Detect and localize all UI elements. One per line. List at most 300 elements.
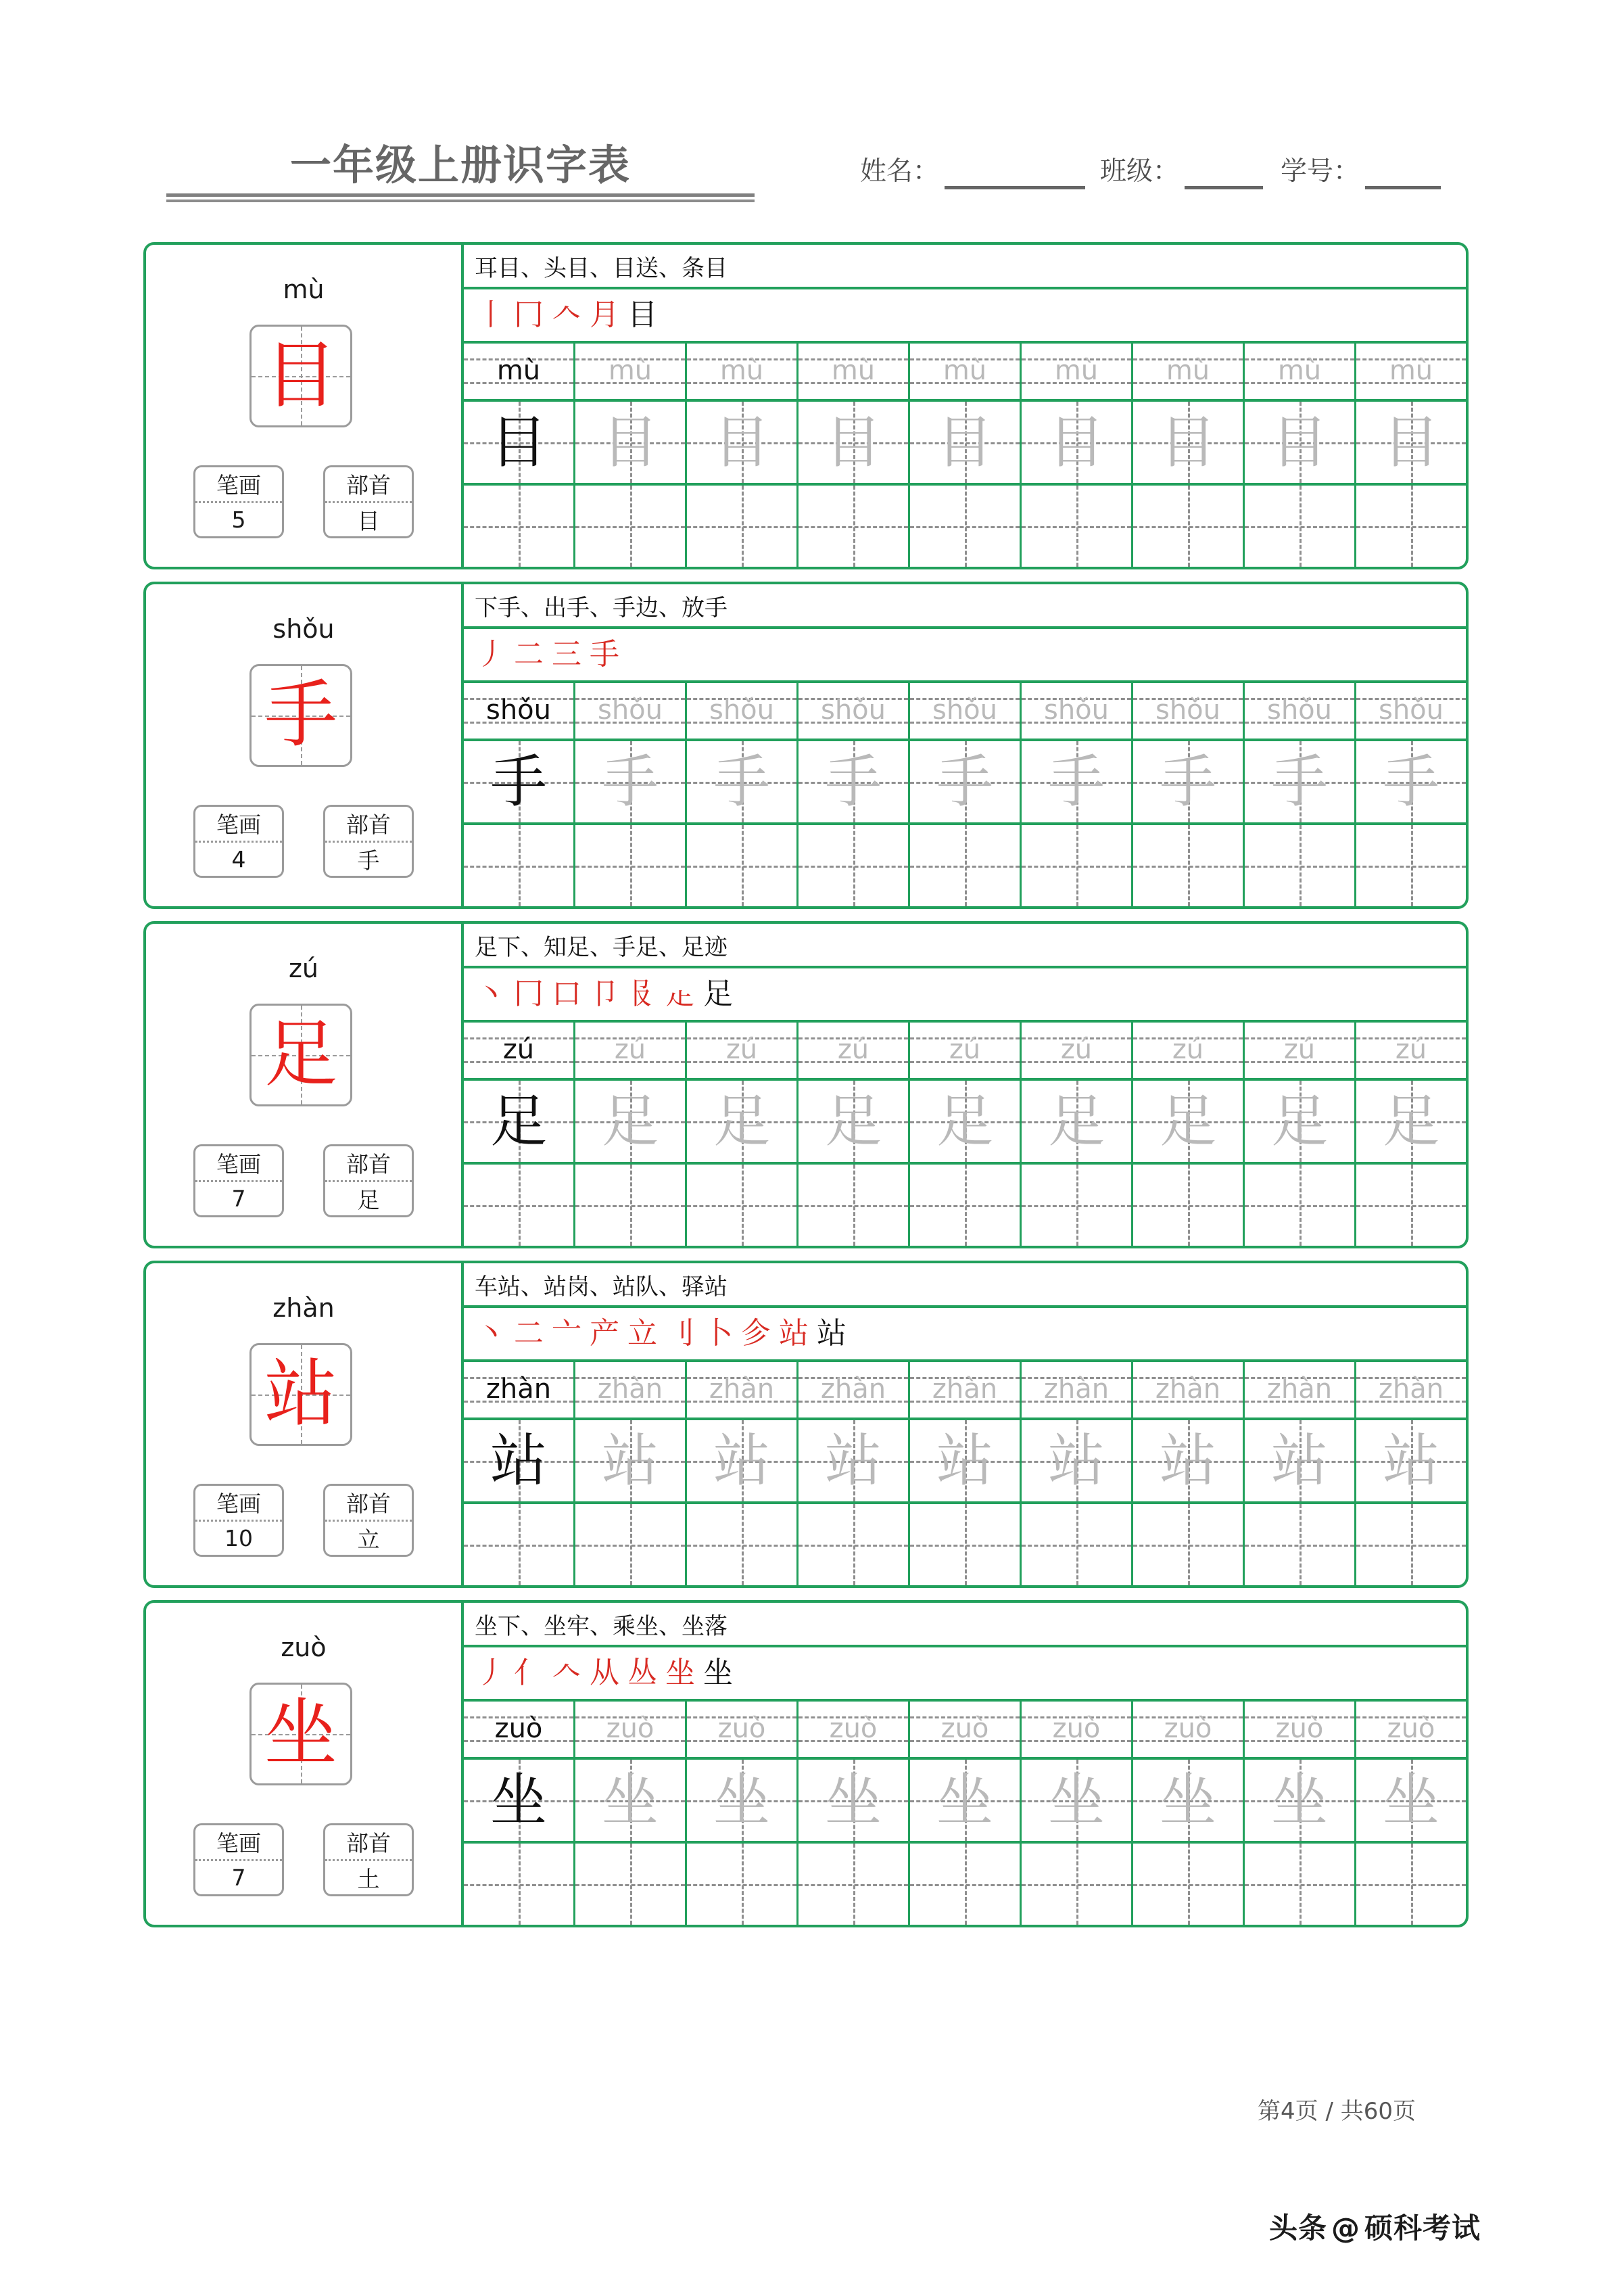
blank-character-cell[interactable] — [1356, 825, 1466, 906]
blank-character-cell[interactable] — [464, 1504, 575, 1585]
character-trace-text: 目 — [713, 409, 770, 475]
pinyin-cell[interactable] — [910, 344, 1022, 399]
character-cell[interactable] — [1133, 402, 1245, 483]
character-cell[interactable] — [464, 1760, 575, 1841]
pinyin-trace-text: zhàn — [932, 1374, 998, 1405]
radical-value: 目 — [357, 507, 380, 534]
character-attribute-chips — [146, 1823, 461, 1896]
pinyin-trace-text: zú — [949, 1034, 981, 1065]
blank-character-cell[interactable] — [910, 1165, 1022, 1246]
character-model-text: 足 — [490, 1088, 547, 1154]
character-trace-text: 目 — [1047, 409, 1105, 475]
pinyin-cell[interactable] — [1356, 683, 1466, 739]
character-trace-text: 足 — [1047, 1088, 1105, 1154]
pinyin-model-text: zuò — [494, 1713, 543, 1744]
pinyin-cell[interactable] — [1022, 1023, 1133, 1078]
pinyin-cell[interactable] — [1133, 344, 1245, 399]
pinyin-trace-text: zhàn — [709, 1374, 775, 1405]
blank-practice-row — [464, 825, 1466, 906]
pinyin-cell[interactable] — [1356, 1023, 1466, 1078]
character-model-text: 坐 — [490, 1767, 547, 1833]
character-cell[interactable] — [464, 402, 575, 483]
stroke-step: 三 — [552, 637, 581, 672]
stroke-step: 从 — [590, 1656, 619, 1690]
page-title: 一年级上册识字表 — [289, 142, 631, 188]
character-card — [143, 921, 1469, 1248]
pinyin-cell[interactable] — [687, 344, 798, 399]
tianzige-guide-cross — [910, 486, 1020, 567]
character-cell[interactable] — [575, 741, 687, 822]
class-blank-line[interactable] — [1185, 155, 1263, 189]
blank-character-cell[interactable] — [464, 1165, 575, 1246]
practice-panel — [461, 1603, 1466, 1925]
pinyin-trace-text: zú — [1060, 1034, 1093, 1065]
radical-label: 部首 — [325, 1825, 412, 1861]
blank-character-cell[interactable] — [575, 825, 687, 906]
pinyin-cell[interactable] — [1356, 344, 1466, 399]
character-trace-text: 坐 — [1382, 1767, 1439, 1833]
pinyin-cell[interactable] — [464, 344, 575, 399]
character-trace-text: 手 — [936, 749, 993, 815]
strokes-value: 7 — [231, 1864, 246, 1891]
pinyin-trace-text: zhàn — [1378, 1374, 1444, 1405]
stroke-step: 𠆢 — [552, 1656, 581, 1690]
character-info-panel — [146, 924, 461, 1246]
pinyin-trace-text: mù — [943, 355, 987, 386]
character-trace-text: 目 — [601, 409, 659, 475]
pinyin-trace-text: zú — [1283, 1034, 1316, 1065]
tianzige-guide-cross — [1245, 825, 1354, 906]
pinyin-cell[interactable] — [464, 1362, 575, 1418]
pinyin-trace-text: zhàn — [820, 1374, 886, 1405]
radical-value: 足 — [357, 1186, 380, 1213]
radical-label: 部首 — [325, 1486, 412, 1522]
pinyin-trace-text: zuò — [940, 1713, 989, 1744]
tianzige-guide-cross — [1022, 486, 1131, 567]
pinyin-trace-text: shǒu — [1378, 695, 1444, 726]
blank-character-cell[interactable] — [1245, 486, 1356, 567]
character-cell[interactable] — [1133, 1081, 1245, 1162]
blank-character-cell[interactable] — [1245, 1504, 1356, 1585]
stroke-step: 卩 — [590, 977, 619, 1011]
pinyin-cell[interactable] — [464, 683, 575, 739]
radical-chip — [323, 1144, 414, 1217]
pinyin-cell[interactable] — [1133, 1702, 1245, 1757]
pinyin-trace-text: zuò — [1052, 1713, 1101, 1744]
stroke-step: 亠 — [552, 1316, 581, 1351]
pinyin-model-text: zhàn — [485, 1374, 552, 1405]
pinyin-cell[interactable] — [910, 1023, 1022, 1078]
character-cell[interactable] — [1245, 1081, 1356, 1162]
character-cell[interactable] — [798, 1081, 910, 1162]
pinyin-cell[interactable] — [687, 1702, 798, 1757]
model-character-box — [249, 1683, 352, 1785]
pinyin-cell[interactable] — [1245, 1023, 1356, 1078]
card-pinyin: zuò — [281, 1633, 327, 1662]
character-attribute-chips — [146, 1144, 461, 1217]
stroke-order-row — [464, 1308, 1466, 1362]
stroke-step: 卜 — [703, 1316, 733, 1351]
model-character-box — [249, 664, 352, 767]
word-examples-row: 耳目、头目、目送、条目 — [464, 245, 1466, 289]
tianzige-guide-cross — [464, 1504, 573, 1585]
character-attribute-chips — [146, 805, 461, 878]
model-character: 坐 — [264, 1691, 337, 1776]
pinyin-cell[interactable] — [1245, 683, 1356, 739]
pinyin-cell[interactable] — [1133, 683, 1245, 739]
stroke-step: 刂 — [665, 1316, 695, 1351]
pinyin-trace-text: zhàn — [1043, 1374, 1110, 1405]
pinyin-cell[interactable] — [464, 1702, 575, 1757]
student-no-blank-line[interactable] — [1365, 155, 1441, 189]
character-cell[interactable] — [687, 402, 798, 483]
model-character: 手 — [264, 673, 337, 757]
blank-character-cell[interactable] — [798, 1165, 910, 1246]
character-trace-text: 足 — [936, 1088, 993, 1154]
pinyin-cell[interactable] — [575, 344, 687, 399]
stroke-step: 𠆢 — [552, 298, 581, 332]
character-cell[interactable] — [1245, 741, 1356, 822]
blank-character-cell[interactable] — [1356, 1844, 1466, 1925]
character-cell[interactable] — [575, 1760, 687, 1841]
tianzige-guide-cross — [1133, 1504, 1243, 1585]
radical-chip — [323, 1484, 414, 1557]
pinyin-trace-text: zhàn — [1266, 1374, 1333, 1405]
stroke-order-row — [464, 629, 1466, 683]
character-info-panel — [146, 1603, 461, 1925]
tianzige-guide-cross — [464, 1844, 573, 1925]
character-cell[interactable] — [1133, 1760, 1245, 1841]
character-cell[interactable] — [1022, 1420, 1133, 1501]
pinyin-trace-text: mù — [719, 355, 764, 386]
tianzige-guide-cross — [575, 1844, 685, 1925]
character-cell[interactable] — [1022, 741, 1133, 822]
blank-character-cell[interactable] — [575, 1844, 687, 1925]
stroke-step: 站 — [779, 1316, 809, 1351]
pinyin-trace-text: zuò — [1275, 1713, 1324, 1744]
blank-character-cell[interactable] — [910, 825, 1022, 906]
card-pinyin: zú — [288, 954, 319, 983]
stroke-step: 亻 — [514, 1656, 544, 1690]
blank-character-cell[interactable] — [910, 1844, 1022, 1925]
blank-character-cell[interactable] — [687, 486, 798, 567]
stroke-step: 冂 — [514, 298, 544, 332]
character-cell[interactable] — [798, 1420, 910, 1501]
character-cell[interactable] — [910, 1420, 1022, 1501]
pinyin-cell[interactable] — [1245, 1362, 1356, 1418]
blank-character-cell[interactable] — [687, 1165, 798, 1246]
pinyin-cell[interactable] — [687, 683, 798, 739]
name-label: 姓名： — [860, 157, 940, 186]
character-cell[interactable] — [1022, 1081, 1133, 1162]
blank-character-cell[interactable] — [798, 1504, 910, 1585]
blank-character-cell[interactable] — [464, 1844, 575, 1925]
blank-character-cell[interactable] — [1022, 486, 1133, 567]
tianzige-guide-cross — [798, 1844, 908, 1925]
character-practice-row — [464, 1081, 1466, 1165]
radical-label: 部首 — [325, 807, 412, 843]
character-trace-text: 坐 — [1047, 1767, 1105, 1833]
blank-character-cell[interactable] — [1133, 486, 1245, 567]
radical-chip — [323, 1823, 414, 1896]
radical-chip — [323, 805, 414, 878]
blank-character-cell[interactable] — [1356, 1504, 1466, 1585]
pinyin-cell[interactable] — [798, 344, 910, 399]
tianzige-guide-cross — [1245, 1844, 1354, 1925]
blank-character-cell[interactable] — [575, 486, 687, 567]
blank-character-cell[interactable] — [1133, 1504, 1245, 1585]
blank-character-cell[interactable] — [687, 825, 798, 906]
blank-character-cell[interactable] — [1022, 825, 1133, 906]
pinyin-cell[interactable] — [1022, 1702, 1133, 1757]
blank-character-cell[interactable] — [1022, 1504, 1133, 1585]
pinyin-cell[interactable] — [1022, 344, 1133, 399]
character-cell[interactable] — [910, 741, 1022, 822]
strokes-value: 5 — [231, 506, 246, 533]
character-trace-text: 站 — [824, 1428, 882, 1494]
stroke-step: 𠬝 — [627, 977, 657, 1011]
character-cell[interactable] — [910, 402, 1022, 483]
blank-character-cell[interactable] — [910, 486, 1022, 567]
pinyin-cell[interactable] — [910, 683, 1022, 739]
tianzige-guide-cross — [1133, 486, 1243, 567]
pinyin-trace-text: zú — [1395, 1034, 1427, 1065]
tianzige-guide-cross — [1356, 486, 1466, 567]
word-examples-row: 坐下、坐牢、乘坐、坐落 — [464, 1603, 1466, 1647]
strokes-value: 10 — [224, 1524, 253, 1551]
pinyin-cell[interactable] — [575, 1023, 687, 1078]
tianzige-guide-cross — [1022, 1844, 1131, 1925]
character-cell[interactable] — [1245, 402, 1356, 483]
character-trace-text: 站 — [601, 1428, 659, 1494]
blank-character-cell[interactable] — [687, 1504, 798, 1585]
character-cell[interactable] — [798, 402, 910, 483]
stroke-step: 足 — [703, 977, 733, 1011]
blank-character-cell[interactable] — [1245, 825, 1356, 906]
character-cell[interactable] — [1245, 1420, 1356, 1501]
stroke-step: 龰 — [665, 977, 695, 1011]
character-card — [143, 582, 1469, 909]
character-cell[interactable] — [798, 1760, 910, 1841]
character-cell[interactable] — [575, 1420, 687, 1501]
tianzige-guide-cross — [1022, 1504, 1131, 1585]
pinyin-model-text: mù — [496, 355, 541, 386]
model-character: 足 — [264, 1012, 337, 1097]
pinyin-cell[interactable] — [1245, 344, 1356, 399]
practice-panel — [461, 245, 1466, 567]
character-trace-text: 手 — [1382, 749, 1439, 815]
blank-character-cell[interactable] — [1022, 1165, 1133, 1246]
word-examples-row: 车站、站岗、站队、驿站 — [464, 1263, 1466, 1308]
blank-character-cell[interactable] — [910, 1504, 1022, 1585]
tianzige-guide-cross — [575, 1165, 685, 1246]
pinyin-cell[interactable] — [798, 1362, 910, 1418]
character-cell[interactable] — [575, 1081, 687, 1162]
pinyin-cell[interactable] — [575, 1702, 687, 1757]
character-model-text: 手 — [490, 749, 547, 815]
word-examples-row: 足下、知足、手足、足迹 — [464, 924, 1466, 968]
character-cell[interactable] — [464, 1420, 575, 1501]
stroke-step: 丛 — [627, 1656, 657, 1690]
tianzige-guide-cross — [910, 1165, 1020, 1246]
character-cell[interactable] — [1356, 1760, 1466, 1841]
tianzige-guide-cross — [1133, 1165, 1243, 1246]
tianzige-guide-cross — [798, 486, 908, 567]
character-cell[interactable] — [1133, 741, 1245, 822]
page-header — [0, 139, 1597, 214]
character-cell[interactable] — [1022, 402, 1133, 483]
character-cell[interactable] — [798, 741, 910, 822]
pinyin-cell[interactable] — [910, 1702, 1022, 1757]
blank-character-cell[interactable] — [464, 486, 575, 567]
watermark-prefix: 头条 — [1268, 2211, 1327, 2245]
radical-value: 土 — [357, 1865, 380, 1892]
pinyin-practice-row — [464, 1702, 1466, 1760]
tianzige-guide-cross — [1245, 1165, 1354, 1246]
character-trace-text: 站 — [936, 1428, 993, 1494]
strokes-label: 笔画 — [195, 1146, 282, 1182]
stroke-step: 丿 — [476, 1656, 506, 1690]
pinyin-cell[interactable] — [575, 1362, 687, 1418]
stroke-count-chip — [193, 1144, 284, 1217]
pinyin-trace-text: zuò — [1387, 1713, 1435, 1744]
character-cell[interactable] — [687, 1760, 798, 1841]
character-cell[interactable] — [1356, 741, 1466, 822]
blank-character-cell[interactable] — [1133, 825, 1245, 906]
character-cell[interactable] — [1245, 1760, 1356, 1841]
pinyin-cell[interactable] — [687, 1023, 798, 1078]
stroke-step: 㐱 — [741, 1316, 771, 1351]
pinyin-practice-row — [464, 1023, 1466, 1081]
blank-character-cell[interactable] — [1356, 1165, 1466, 1246]
blank-practice-row — [464, 1844, 1466, 1925]
pinyin-cell[interactable] — [1133, 1362, 1245, 1418]
stroke-order-row — [464, 1647, 1466, 1702]
character-cell[interactable] — [687, 741, 798, 822]
model-character-box — [249, 1004, 352, 1106]
character-cell[interactable] — [464, 741, 575, 822]
character-cell[interactable] — [575, 402, 687, 483]
stroke-step: 立 — [627, 1316, 657, 1351]
pinyin-trace-text: shǒu — [1266, 695, 1332, 726]
tianzige-guide-cross — [1245, 486, 1354, 567]
word-examples-row: 下手、出手、手边、放手 — [464, 584, 1466, 629]
strokes-label: 笔画 — [195, 1486, 282, 1522]
character-model-text: 目 — [490, 409, 547, 475]
character-cell[interactable] — [910, 1081, 1022, 1162]
pinyin-cell[interactable] — [1245, 1702, 1356, 1757]
character-trace-text: 足 — [1382, 1088, 1439, 1154]
pinyin-cell[interactable] — [1022, 1362, 1133, 1418]
blank-character-cell[interactable] — [1245, 1165, 1356, 1246]
tianzige-guide-cross — [575, 825, 685, 906]
character-cell[interactable] — [1356, 1420, 1466, 1501]
tianzige-guide-cross — [1133, 825, 1243, 906]
watermark-at: @ — [1331, 2211, 1360, 2245]
pinyin-trace-text: zú — [837, 1034, 869, 1065]
blank-character-cell[interactable] — [1133, 1165, 1245, 1246]
radical-value: 手 — [357, 847, 380, 874]
blank-character-cell[interactable] — [464, 825, 575, 906]
character-cell[interactable] — [910, 1760, 1022, 1841]
pinyin-cell[interactable] — [1022, 683, 1133, 739]
character-trace-text: 手 — [1159, 749, 1216, 815]
character-cell[interactable] — [687, 1081, 798, 1162]
character-practice-row — [464, 1420, 1466, 1504]
model-character: 目 — [264, 333, 337, 418]
character-cell[interactable] — [1356, 402, 1466, 483]
tianzige-guide-cross — [798, 825, 908, 906]
stroke-order-row — [464, 289, 1466, 344]
character-trace-text: 手 — [1270, 749, 1328, 815]
pinyin-trace-text: zhàn — [597, 1374, 663, 1405]
blank-character-cell[interactable] — [575, 1165, 687, 1246]
blank-character-cell[interactable] — [687, 1844, 798, 1925]
blank-character-cell[interactable] — [1022, 1844, 1133, 1925]
stroke-step: 坐 — [703, 1656, 733, 1690]
tianzige-guide-cross — [1022, 825, 1131, 906]
pinyin-cell[interactable] — [687, 1362, 798, 1418]
pinyin-trace-text: zuò — [606, 1713, 654, 1744]
strokes-value: 7 — [231, 1185, 246, 1212]
blank-character-cell[interactable] — [798, 486, 910, 567]
tianzige-guide-cross — [687, 1504, 796, 1585]
blank-character-cell[interactable] — [798, 1844, 910, 1925]
tianzige-guide-cross — [1133, 1844, 1243, 1925]
blank-character-cell[interactable] — [1356, 486, 1466, 567]
pinyin-cell[interactable] — [1356, 1362, 1466, 1418]
pinyin-cell[interactable] — [1356, 1702, 1466, 1757]
character-cell[interactable] — [1022, 1760, 1133, 1841]
pinyin-cell[interactable] — [1133, 1023, 1245, 1078]
blank-character-cell[interactable] — [575, 1504, 687, 1585]
practice-panel — [461, 1263, 1466, 1585]
character-cell[interactable] — [687, 1420, 798, 1501]
stroke-step: 二 — [514, 637, 544, 672]
character-cell[interactable] — [464, 1081, 575, 1162]
character-practice-row — [464, 402, 1466, 486]
pinyin-trace-text: shǒu — [597, 695, 663, 726]
character-trace-text: 足 — [713, 1088, 770, 1154]
character-cell[interactable] — [1356, 1081, 1466, 1162]
pinyin-cell[interactable] — [798, 1702, 910, 1757]
pinyin-cell[interactable] — [464, 1023, 575, 1078]
tianzige-guide-cross — [575, 1504, 685, 1585]
blank-character-cell[interactable] — [1245, 1844, 1356, 1925]
stroke-step: 丿 — [476, 637, 506, 672]
stroke-step: 站 — [817, 1316, 847, 1351]
pinyin-trace-text: mù — [1166, 355, 1210, 386]
pinyin-cell[interactable] — [910, 1362, 1022, 1418]
tianzige-guide-cross — [1356, 1844, 1466, 1925]
tianzige-guide-cross — [910, 1844, 1020, 1925]
pinyin-trace-text: mù — [831, 355, 876, 386]
character-trace-text: 站 — [1159, 1428, 1216, 1494]
pinyin-cell[interactable] — [798, 1023, 910, 1078]
tianzige-guide-cross — [687, 1165, 796, 1246]
pinyin-cell[interactable] — [575, 683, 687, 739]
character-trace-text: 手 — [601, 749, 659, 815]
character-trace-text: 目 — [1159, 409, 1216, 475]
blank-character-cell[interactable] — [1133, 1844, 1245, 1925]
radical-label: 部首 — [325, 1146, 412, 1182]
blank-character-cell[interactable] — [798, 825, 910, 906]
character-cell[interactable] — [1133, 1420, 1245, 1501]
pinyin-trace-text: zuò — [1164, 1713, 1212, 1744]
name-blank-line[interactable] — [945, 155, 1085, 189]
character-trace-text: 站 — [1047, 1428, 1105, 1494]
pinyin-cell[interactable] — [798, 683, 910, 739]
